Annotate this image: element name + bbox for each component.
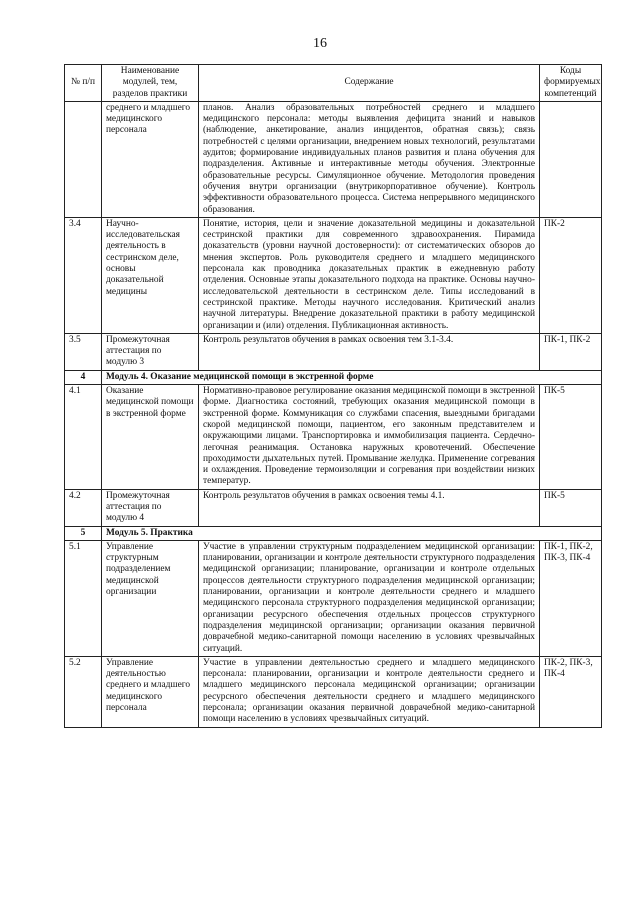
row-name: Научно-исследовательская деятельность в сестринском деле, основы доказательной медицины <box>102 217 199 333</box>
row-codes: ПК-2 <box>540 217 602 333</box>
row-num: 4.2 <box>65 489 102 526</box>
row-num <box>65 101 102 217</box>
row-content: Участие в управлении структурным подразделением медицинской организации: планировании, организации и контроле деятельности структурного подразделения медицинской организации; планирование, организации и контроле отдельных процессов деятельности структурного подразделения медицинской организации; планировании, организации и контроле деятельности среднего и младшего медицинского персонала структурного подразделения медицинской организации; организации ресурсного обеспечения отдельных процессов структурного подразделения медицинской организации; организации оказания первичной доврачебной медико-санитарной помощи населению в условиях чрезвычайных ситуаций. <box>199 540 540 656</box>
row-codes: ПК-1, ПК-2 <box>540 333 602 370</box>
module-row <box>65 370 602 384</box>
header-name: Наименование модулей, тем, разделов практики <box>102 65 199 102</box>
row-name: Промежуточная аттестация по модулю 4 <box>102 489 199 526</box>
row-content: Контроль результатов обучения в рамках освоения темы 4.1. <box>199 489 540 526</box>
row-num: 5.1 <box>65 540 102 656</box>
curriculum-table <box>64 64 602 728</box>
table-row <box>65 385 602 490</box>
row-codes: ПК-5 <box>540 489 602 526</box>
row-num: 3.4 <box>65 217 102 333</box>
row-name: Управление структурным подразделением медицинской организации <box>102 540 199 656</box>
row-num: 5.2 <box>65 656 102 727</box>
header-codes: Коды формируемых компетенций <box>540 65 602 102</box>
row-content: Участие в управлении деятельностью среднего и младшего медицинского персонала: планировании, организации и контроле деятельности среднего и младшего медицинского персонала медицинской организации; организации ресурсного обеспечения деятельности среднего и младшего медицинского персонала; организации оказания первичной доврачебной медико-санитарной помощи населению в условиях чрезвычайных ситуаций. <box>199 656 540 727</box>
module-num: 5 <box>65 526 102 540</box>
row-content: планов. Анализ образовательных потребностей среднего и младшего медицинского персонала: методы выявления дефицита знаний и навыков (наблюдение, анкетирование, анализ инцидентов, обратная связь); связь потребностей с целями организации, внедрением новых технологий, результатами аудитов; формирование индивидуальных планов развития и плана обучения для подразделения. Активные и интерактивные методы обучения. Электронные образовательные ресурсы. Симуляционное обучение. Методология проведения обучения внутри организации (внутрикорпоративное обучение). Контроль эффективности образовательного процесса. Система непрерывного медицинского образования. <box>199 101 540 217</box>
row-name: Промежуточная аттестация по модулю 3 <box>102 333 199 370</box>
row-codes <box>540 101 602 217</box>
table-row <box>65 333 602 370</box>
row-codes: ПК-2, ПК-3, ПК-4 <box>540 656 602 727</box>
header-num: № п/п <box>65 65 102 102</box>
row-codes: ПК-1, ПК-2, ПК-3, ПК-4 <box>540 540 602 656</box>
module-row <box>65 526 602 540</box>
module-num: 4 <box>65 370 102 384</box>
module-title: Модуль 4. Оказание медицинской помощи в экстренной форме <box>102 370 602 384</box>
row-num: 4.1 <box>65 385 102 490</box>
table-row <box>65 489 602 526</box>
table-row <box>65 101 602 217</box>
row-content: Контроль результатов обучения в рамках освоения тем 3.1-3.4. <box>199 333 540 370</box>
row-content: Понятие, история, цели и значение доказательной медицины и доказательной сестринской практики для современного здравоохранения. Пирамида доказательств (уровни научной достоверности): от систематических обзоров до мнения экспертов. Роль руководителя среднего и младшего медицинского персонала как проводника доказательных практик в ежедневную работу отделения. Основные этапы доказательного подхода на практике. Основы научно-исследовательской деятельности в сестринском деле. Типы исследований в сестринской практике. Методы научного исследования. Критический анализ научной литературы. Внедрение доказательной практики в работу медицинской организации и (или) отделения. Публикационная активность. <box>199 217 540 333</box>
row-num: 3.5 <box>65 333 102 370</box>
table-row <box>65 217 602 333</box>
row-name: Оказание медицинской помощи в экстренной форме <box>102 385 199 490</box>
page-number: 16 <box>313 36 327 51</box>
row-name: Управление деятельностью среднего и младшего медицинского персонала <box>102 656 199 727</box>
table-header-row <box>65 65 602 102</box>
table-row <box>65 540 602 656</box>
module-title: Модуль 5. Практика <box>102 526 602 540</box>
header-content: Содержание <box>199 65 540 102</box>
row-content: Нормативно-правовое регулирование оказания медицинской помощи в экстренной форме. Диагностика состояний, требующих оказания медицинской помощи в экстренной форме. Коммуникация со службами спасения, выездными бригадами скорой медицинской помощи, пациентом, его законным представителем и окружающими лицами. Транспортировка и иммобилизация пациента. Сердечно-легочная реанимация. Остановка наружных кровотечений. Обеспечение проходимости дыхательных путей. Промывание желудка. Применение согревания и охлаждения. Проведение термоизоляции и согревания при воздействии низких температур. <box>199 385 540 490</box>
row-name: среднего и младшего медицинского персонала <box>102 101 199 217</box>
table-row <box>65 656 602 727</box>
row-codes: ПК-5 <box>540 385 602 490</box>
